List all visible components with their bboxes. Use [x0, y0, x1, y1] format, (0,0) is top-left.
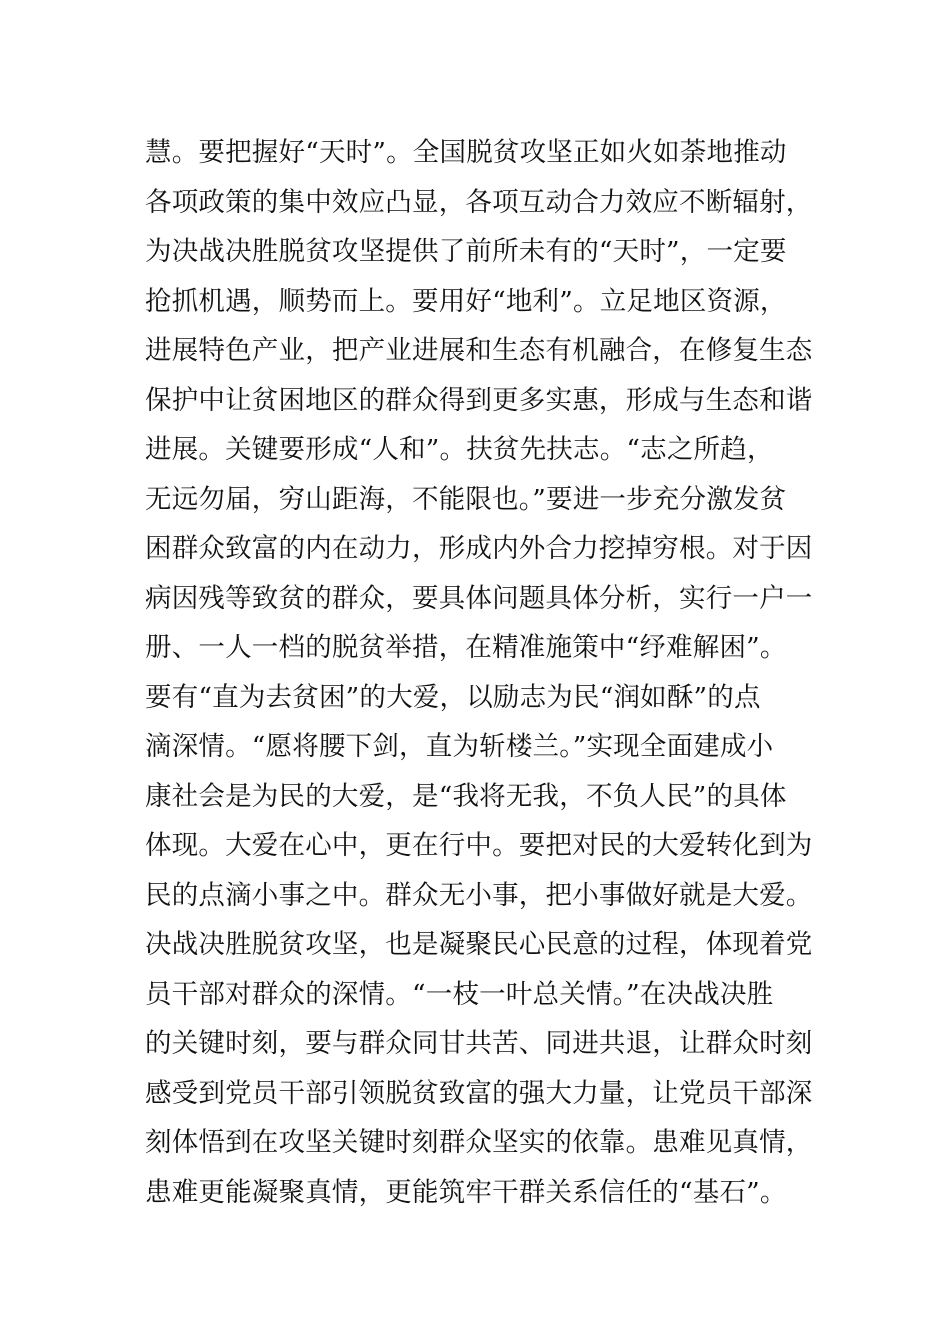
- text-line: 困群众致富的内在动力，形成内外合力挖掉穷根。对于因: [145, 533, 813, 564]
- text-line: 要有“直为去贫困”的大爱，以励志为民“润如酥”的点: [145, 681, 761, 713]
- text-line: 病因残等致贫的群众，要具体问题具体分析，实行一户一: [145, 582, 813, 614]
- text-line: 抢抓机遇，顺势而上。要用好“地利”。立足地区资源，: [145, 285, 787, 317]
- text-line: 体现。大爱在心中，更在行中。要把对民的大爱转化到为: [145, 830, 813, 861]
- text-line: 康社会是为民的大爱，是“我将无我，不负人民”的具体: [145, 780, 787, 812]
- text-line: 患难更能凝聚真情，更能筑牢干群关系信任的“基石”。: [145, 1176, 787, 1208]
- text-line: 为决战决胜脱贫攻坚提供了前所未有的“天时”，一定要: [145, 236, 787, 267]
- text-line: 决战决胜脱贫攻坚，也是凝聚民心民意的过程，体现着党: [145, 929, 813, 960]
- text-line: 册、一人一档的脱贫举措，在精准施策中“纾难解困”。: [145, 632, 787, 663]
- text-line: 慧。要把握好“天时”。全国脱贫攻坚正如火如荼地推动: [145, 137, 787, 168]
- text-line: 员干部对群众的深情。“一枝一叶总关情。”在决战决胜: [145, 978, 774, 1010]
- text-line: 保护中让贫困地区的群众得到更多实惠，形成与生态和谐: [145, 384, 813, 416]
- text-line: 滴深情。“愿将腰下剑，直为斩楼兰。”实现全面建成小: [145, 731, 774, 762]
- text-line: 的关键时刻，要与群众同甘共苦、同进共退，让群众时刻: [145, 1028, 813, 1059]
- body-text: [145, 128, 815, 1217]
- text-line: 进展特色产业，把产业进展和生态有机融合，在修复生态: [145, 335, 813, 366]
- text-line: 无远勿届，穷山距海，不能限也。”要进一步充分激发贫: [145, 483, 787, 515]
- text-line: 各项政策的集中效应凸显，各项互动合力效应不断辐射，: [145, 186, 813, 218]
- text-line: 刻体悟到在攻坚关键时刻群众坚实的依靠。患难见真情，: [145, 1127, 813, 1158]
- text-line: 进展。关键要形成“人和”。扶贫先扶志。“志之所趋，: [145, 434, 774, 465]
- text-line: 民的点滴小事之中。群众无小事，把小事做好就是大爱。: [145, 879, 813, 911]
- text-line: 感受到党员干部引领脱贫致富的强大力量，让党员干部深: [145, 1077, 813, 1109]
